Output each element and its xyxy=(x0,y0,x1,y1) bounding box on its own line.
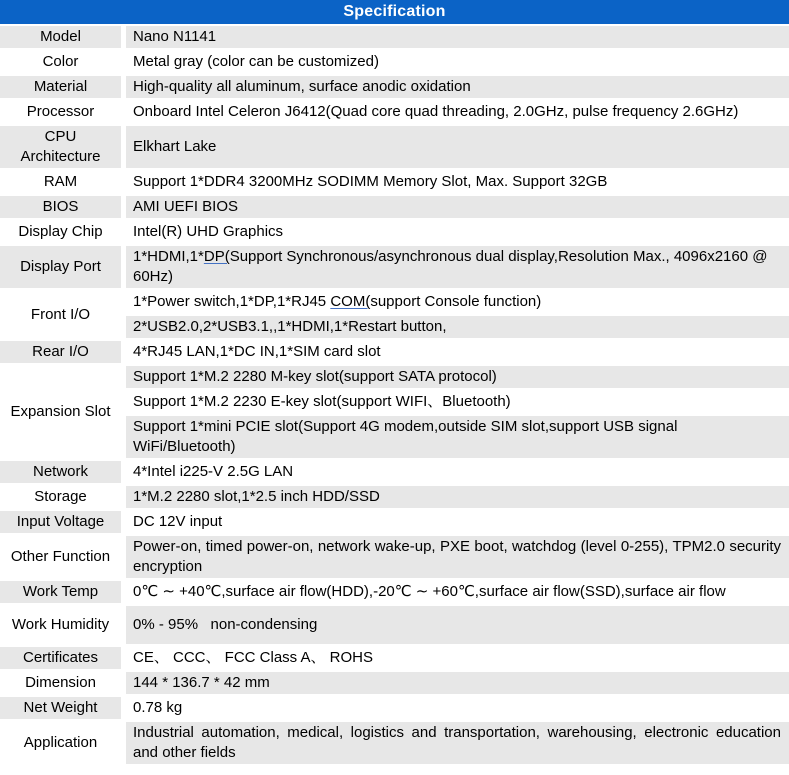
spec-value-text xyxy=(133,487,781,507)
underlined-text: DP( xyxy=(203,248,230,265)
spec-value-cell xyxy=(126,246,789,288)
spec-label-text: Network xyxy=(32,463,88,480)
text-segment: 4*Intel i225-V 2.5G LAN xyxy=(133,463,294,480)
spec-label-text: Display Port xyxy=(20,258,101,275)
spec-label-text: Color xyxy=(42,53,79,70)
spec-value-text xyxy=(133,417,781,457)
spec-value-text xyxy=(133,137,781,157)
spec-label-text: Work Temp xyxy=(22,583,99,600)
spec-value-cell xyxy=(126,536,789,578)
text-segment: High-quality all aluminum, surface anodic oxidation xyxy=(133,78,471,95)
spec-label-bios xyxy=(0,196,121,218)
table-title-bar xyxy=(0,0,789,24)
spec-label-text: Net Weight xyxy=(23,699,98,716)
spec-value-cell xyxy=(126,76,789,98)
text-segment: 2*USB2.0,2*USB3.1,,1*HDMI,1*Restart button, xyxy=(133,318,447,335)
spec-value-text xyxy=(133,462,781,482)
spec-label-dimension xyxy=(0,672,121,694)
spec-value-text xyxy=(133,222,781,242)
spec-label-display-port xyxy=(0,246,121,288)
spec-label-text: Rear I/O xyxy=(32,343,89,360)
spec-label-work-temp xyxy=(0,581,121,603)
spec-label-text: Expansion Slot xyxy=(10,403,111,420)
spec-label-cpu-architecture xyxy=(0,126,121,168)
spec-value-text xyxy=(133,648,781,668)
text-segment: Support 1*mini PCIE slot(Support 4G modem,outside SIM slot,support USB signal WiFi/Bluetooth) xyxy=(133,418,682,455)
spec-label-certificates xyxy=(0,647,121,669)
spec-value-cell xyxy=(126,461,789,483)
spec-label-text: Material xyxy=(33,78,88,95)
table-title: Specification xyxy=(343,3,446,20)
text-segment: Nano N1141 xyxy=(133,28,217,45)
spec-value-text xyxy=(133,102,781,122)
spec-value-cell xyxy=(126,101,789,123)
spec-label-input-voltage xyxy=(0,511,121,533)
spec-label-text: BIOS xyxy=(42,198,79,215)
spec-value-text xyxy=(133,197,781,217)
spec-value-text xyxy=(133,698,781,718)
spec-value-text xyxy=(133,77,781,97)
text-segment: 1*Power switch,1*DP,1*RJ45 xyxy=(133,293,331,310)
text-segment: 144 * 136.7 * 42 mm xyxy=(133,674,270,691)
text-segment: Support 1*M.2 2230 E-key slot(support WIFI、Bluetooth) xyxy=(133,393,511,410)
spec-label-text: Input Voltage xyxy=(16,513,105,530)
spec-value-text xyxy=(133,615,781,635)
spec-label-color xyxy=(0,51,121,73)
text-segment: AMI UEFI BIOS xyxy=(133,198,239,215)
spec-label-text: Work Humidity xyxy=(11,616,110,633)
spec-label-text: Front I/O xyxy=(30,305,91,323)
spec-value-cell xyxy=(126,366,789,388)
spec-value-cell xyxy=(126,672,789,694)
spec-value-text xyxy=(133,582,781,602)
spec-label-text: Processor xyxy=(26,103,95,120)
spec-label-ram xyxy=(0,171,121,193)
spec-value-text xyxy=(133,172,781,192)
text-segment: support Console function) xyxy=(370,293,542,310)
text-segment: Metal gray (color can be customized) xyxy=(133,53,379,70)
text-segment: Intel(R) UHD Graphics xyxy=(133,223,284,240)
spec-label-text: Other Function xyxy=(10,548,111,565)
text-segment: Power-on, timed power-on, network wake-up, PXE boot, watchdog (level 0-255), TPM2.0 security encryption xyxy=(133,538,781,575)
spec-value-cell xyxy=(126,126,789,168)
spec-value-text xyxy=(133,367,781,387)
spec-value-cell xyxy=(126,221,789,243)
text-segment: Industrial automation, medical, logistics and transportation, warehousing, electronic education and other fields xyxy=(133,724,781,761)
spec-value-text xyxy=(133,292,781,312)
spec-label-expansion-slot xyxy=(0,366,121,458)
spec-label-model xyxy=(0,26,121,48)
spec-value-cell xyxy=(126,486,789,508)
text-segment: 0% - 95% non-condensing xyxy=(133,616,318,633)
text-segment: CE、 CCC、 FCC Class A、 ROHS xyxy=(133,649,374,666)
spec-value-cell xyxy=(126,196,789,218)
spec-value-text xyxy=(133,392,781,412)
spec-value-text xyxy=(133,673,781,693)
spec-label-work-humidity xyxy=(0,606,121,644)
spec-value-text xyxy=(133,723,781,763)
spec-label-text: Certificates xyxy=(22,649,99,666)
text-segment: 1*M.2 2280 slot,1*2.5 inch HDD/SSD xyxy=(133,488,380,505)
spec-label-text: Storage xyxy=(34,488,87,505)
spec-value-cell xyxy=(126,511,789,533)
text-segment: Support 1*DDR4 3200MHz SODIMM Memory Slot, Max. Support 32GB xyxy=(133,173,608,190)
spec-value-cell xyxy=(126,697,789,719)
spec-label-display-chip xyxy=(0,221,121,243)
spec-value-text xyxy=(133,512,781,532)
spec-value-cell xyxy=(126,51,789,73)
spec-value-text xyxy=(133,52,781,72)
text-segment: Support Synchronous/asynchronous dual display,Resolution Max., 4096x2160 @ 60Hz) xyxy=(133,248,772,285)
spec-label-text: Model xyxy=(40,28,81,45)
spec-value-cell xyxy=(126,606,789,644)
spec-value-cell xyxy=(126,722,789,764)
spec-value-text xyxy=(133,537,781,577)
spec-value-cell xyxy=(126,391,789,413)
text-segment: 0℃ ∼ +40℃,surface air flow(HDD),-20℃ ∼ +60℃,surface air flow(SSD),surface air flow xyxy=(133,583,726,600)
underlined-text: COM( xyxy=(330,293,371,310)
spec-value-cell xyxy=(126,341,789,363)
spec-label-text: Dimension xyxy=(25,674,96,691)
text-segment: Onboard Intel Celeron J6412(Quad core quad threading, 2.0GHz, pulse frequency 2.6GHz) xyxy=(133,103,739,120)
text-segment: DC 12V input xyxy=(133,513,223,530)
spec-label-front-i-o xyxy=(0,291,121,338)
text-segment: 0.78 kg xyxy=(133,699,183,716)
spec-label-network xyxy=(0,461,121,483)
text-segment: 1*HDMI,1* xyxy=(133,248,204,265)
spec-value-text xyxy=(133,342,781,362)
spec-table xyxy=(0,26,789,764)
spec-value-cell xyxy=(126,316,789,338)
spec-label-text: Application xyxy=(23,734,98,751)
spec-label-net-weight xyxy=(0,697,121,719)
spec-label-application xyxy=(0,722,121,764)
spec-label-other-function xyxy=(0,536,121,578)
spec-value-cell xyxy=(126,581,789,603)
spec-value-text xyxy=(133,27,781,47)
spec-label-text: CPU Architecture xyxy=(20,128,101,165)
spec-label-rear-i-o xyxy=(0,341,121,363)
spec-value-cell xyxy=(126,291,789,313)
spec-label-material xyxy=(0,76,121,98)
spec-value-cell xyxy=(126,171,789,193)
spec-label-storage xyxy=(0,486,121,508)
spec-value-text xyxy=(133,247,781,287)
spec-value-cell xyxy=(126,647,789,669)
spec-value-text xyxy=(133,317,781,337)
spec-label-text: Display Chip xyxy=(18,223,103,240)
text-segment: Support 1*M.2 2280 M-key slot(support SATA protocol) xyxy=(133,368,497,385)
spec-value-cell xyxy=(126,416,789,458)
text-segment: 4*RJ45 LAN,1*DC IN,1*SIM card slot xyxy=(133,343,381,360)
spec-label-text: RAM xyxy=(43,173,78,190)
spec-label-processor xyxy=(0,101,121,123)
spec-value-cell xyxy=(126,26,789,48)
text-segment: Elkhart Lake xyxy=(133,138,217,155)
